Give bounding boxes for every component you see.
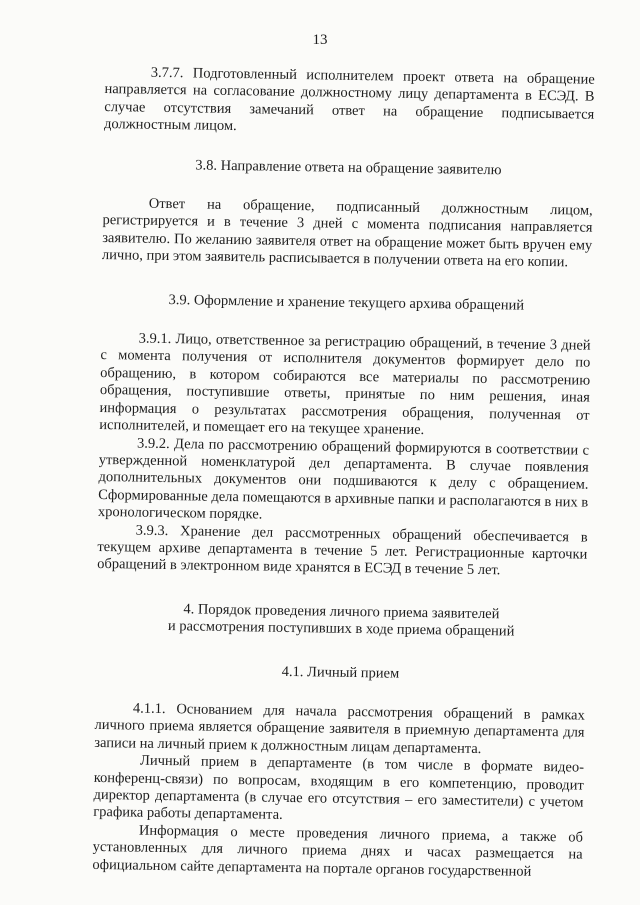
paragraph-4-1-1: 4.1.1. Основанием для начала рассмотрения обращений в рамках личного приема является обращение заявителя в приемную департамента для записи на личный прием к должностным лицам департамента. (94, 700, 585, 757)
page-number: 13 (312, 32, 328, 48)
paragraph-3-7-7: 3.7.7. Подготовленный исполнителем проект ответа на обращение направляется на согласование должностному лицу департамента в ЕСЭД. В случае отсутствия замечаний ответ на обращение подписывается должностным лицом. (103, 64, 595, 135)
heading-3-9: 3.9. Оформление и хранение текущего архива обращений (168, 291, 525, 314)
paragraph-reception-info: Информация о месте проведения личного приема, а также об установленных для личного приема днях и часах размещается на официальном сайте департамента на портале органов государственной (92, 822, 584, 880)
paragraph-3-8-body: Ответ на обращение, подписанный должностным лицом, регистрируется и в течение 3 дней с момента подписания направляется заявителю. По желанию заявителя ответ на обращение может быть вручен ему лично, при этом заявитель расписывается в получении ответа на его копии. (101, 195, 593, 271)
paragraph-3-9-1: 3.9.1. Лицо, ответственное за регистрацию обращений, в течение 3 дней с момента получения от исполнителя документов формирует дело по обращению, в котором собираются все материалы по рассмотрению обращения, поступившие ответы, принятые по ним решения, иная информация о результатах рассмотрения обращения, полученная от исполнителей, и помещает его на текущее хранение. (99, 330, 591, 439)
paragraph-3-9-2: 3.9.2. Дела по рассмотрению обращений формируются в соответствии с утвержденной номенклатурой дел департамента. В случае появления дополнительных документов они подшиваются к делу с обращением. Сформированные дела помещаются в архивные папки и располагаются в них в хронологическом порядке. (97, 435, 590, 523)
heading-4-1: 4.1. Личный прием (281, 663, 400, 682)
document-body (92, 64, 595, 882)
heading-4-line1: 4. Порядок проведения личного приема заявителей (183, 601, 500, 623)
heading-3-8: 3.8. Направление ответа на обращение заявителю (195, 157, 502, 178)
paragraph-personal-reception: Личный прием в департаменте (в том числе в формате видео-конференц-связи) по вопросам, входящим в его компетенцию, проводит директор департамента (в случае его отсутствия – его заместители) с учетом графика работы департамента. (93, 752, 585, 824)
heading-4-line2: и рассмотрения поступивших в ходе приема обращений (167, 618, 515, 640)
paragraph-3-9-3: 3.9.3. Хранение дел рассмотренных обращений обеспечивается в текущем архиве департамента в течение 5 лет. Регистрационные карточки обращений в электронном виде хранятся в ЕСЭД в течение 5 лет. (97, 522, 588, 579)
